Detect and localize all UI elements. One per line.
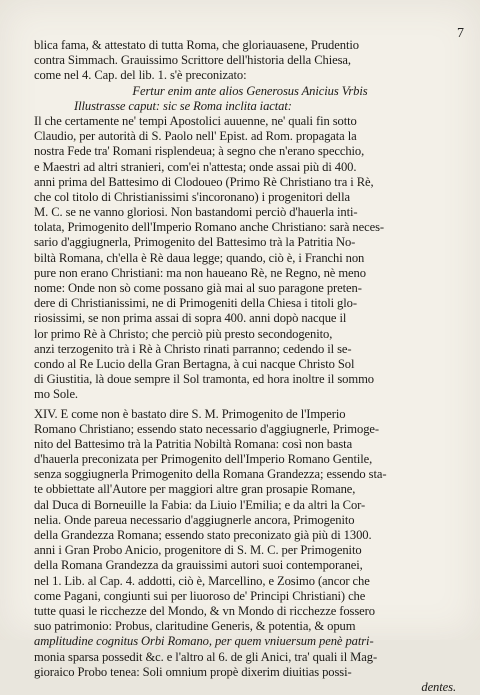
text-line: Romano Christiano; essendo stato necessario d'aggiugnerle, Primoge- bbox=[34, 421, 379, 436]
text-line: biltà Romana, ch'ella è Rè daua legge; quando, ciò è, i Franchi non bbox=[34, 250, 365, 265]
text-line: di Giustitia, là doue sempre il Sol tramonta, ed hora inoltre il sommo bbox=[34, 372, 374, 387]
page-number: 7 bbox=[457, 26, 464, 41]
text-line: tutte quasi le ricchezze del Mondo, & vn Mondo di ricchezze fossero bbox=[34, 603, 375, 618]
text-line: contra Simmach. Grauissimo Scrittore dell'historia della Chiesa, bbox=[34, 53, 351, 68]
text-line: nelia. Onde pareua necessario d'aggiugnerle ancora, Primogenito bbox=[34, 512, 355, 527]
text-line: nito del Battesimo trà la Patritia Nobiltà Romana: così non basta bbox=[34, 436, 353, 451]
text-line: dere di Christianissimi, ne di Primogeniti della Chiesa i titoli glo- bbox=[34, 296, 357, 311]
verse-line: Fertur enim ante alios Generosus Anicius Vrbis bbox=[132, 83, 368, 98]
section-start-line: XIV. E come non è bastato dire S. M. Primogenito de l'Imperio bbox=[34, 406, 346, 421]
text-line: anni prima del Battesimo di Clodoueo (Primo Rè Christiano tra i Rè, bbox=[34, 174, 374, 189]
text-line: riosissimi, se non prima assai di sopra 400. anni dopò nacque il bbox=[34, 311, 347, 326]
text-line: anzi terzogenito trà i Rè à Christo rinati parranno; cedendo il se- bbox=[34, 341, 352, 356]
text-line: nome: Onde non sò come possano già mai al suo paragone preten- bbox=[34, 281, 362, 295]
text-line: condo al Re Lucio della Gran Bertagna, à cui nacque Christo Sol bbox=[34, 356, 355, 371]
text-line: pure non erano Christiani: ma non haueano Rè, ne Regno, nè meno bbox=[34, 265, 366, 280]
text-line: mo Sole. bbox=[34, 387, 78, 402]
text-line: monia sparsa possedit &c. e l'altro al 6. de gli Anici, tra' quali il Mag- bbox=[34, 649, 378, 664]
text-line: dentes. bbox=[421, 679, 456, 694]
text-line: M. C. se ne vanno gloriosi. Non bastandomi perciò d'hauerla inti- bbox=[34, 205, 358, 220]
text-line: Claudio, per autorità di S. Paolo nell' Epist. ad Rom. propagata la bbox=[34, 129, 357, 144]
text-line: e Maestri ad altri stranieri, com'ei n'attesta; onde assai più di 400. bbox=[34, 159, 357, 174]
text-line: come Pagani, congiunti sui per liuoroso de' Principi Christiani) che bbox=[34, 588, 366, 603]
text-line: Il che certamente ne' tempi Apostolici auuenne, ne' quali fin sotto bbox=[34, 113, 357, 128]
text-line: blica fama, & attestato di tutta Roma, che gloriauasene, Prudentio bbox=[34, 38, 359, 52]
text-line: amplitudine cognitus Orbi Romano, per quem vniuersum penè patri- bbox=[34, 634, 374, 649]
text-line: gioraico Probo tenea: Soli omnium propè dixerim diuitias possi- bbox=[34, 664, 352, 679]
page-text bbox=[34, 38, 466, 695]
text-line: d'hauerla preconizata per Primogenito dell'Imperio Romano Gentile, bbox=[34, 452, 373, 467]
text-line: dal Duca di Borneuille la Fabia: da Liuio l'Emilia; e da altri la Cor- bbox=[34, 497, 366, 512]
text-line: te obbiettate all'Autore per maggiori altre gran prosapie Romane, bbox=[34, 482, 356, 497]
text-line: nel 1. Lib. al Cap. 4. addotti, ciò è, Marcellino, e Zosimo (ancor che bbox=[34, 573, 370, 588]
text-line: senza soggiugnerla Primogenito della Romana Grandezza; essendo sta- bbox=[34, 467, 387, 482]
text-line: sario d'aggiugnerla, Primogenito del Battesimo trà la Patritia No- bbox=[34, 235, 356, 250]
text-line: lor primo Rè à Christo; che perciò più presto secondogenito, bbox=[34, 326, 333, 341]
text-line: nostra Fede tra' Romani risplendeua; à segno che n'erano specchio, bbox=[34, 144, 365, 159]
text-line: tolata, Primogenito dell'Imperio Romano anche Christiano: sarà neces- bbox=[34, 220, 384, 235]
text-line: della Romana Grandezza da grauissimi autori suoi contemporanei, bbox=[34, 558, 363, 573]
text-line: suo patrimonio: Probus, claritudine Generis, & potentia, & opum bbox=[34, 619, 356, 634]
text-line: come nel 4. Cap. del lib. 1. s'è preconizato: bbox=[34, 68, 247, 83]
text-line: della Grandezza Romana; essendo stato preconizato già più di 1300. bbox=[34, 528, 372, 542]
text-line: che col titolo di Christianissimi s'incoronano) i progenitori della bbox=[34, 189, 350, 204]
verse-line: Illustrasse caput: sic se Roma inclita iactat: bbox=[74, 98, 292, 113]
text-line: anni i Gran Probo Anicio, progenitore di S. M. C. per Primogenito bbox=[34, 543, 362, 558]
